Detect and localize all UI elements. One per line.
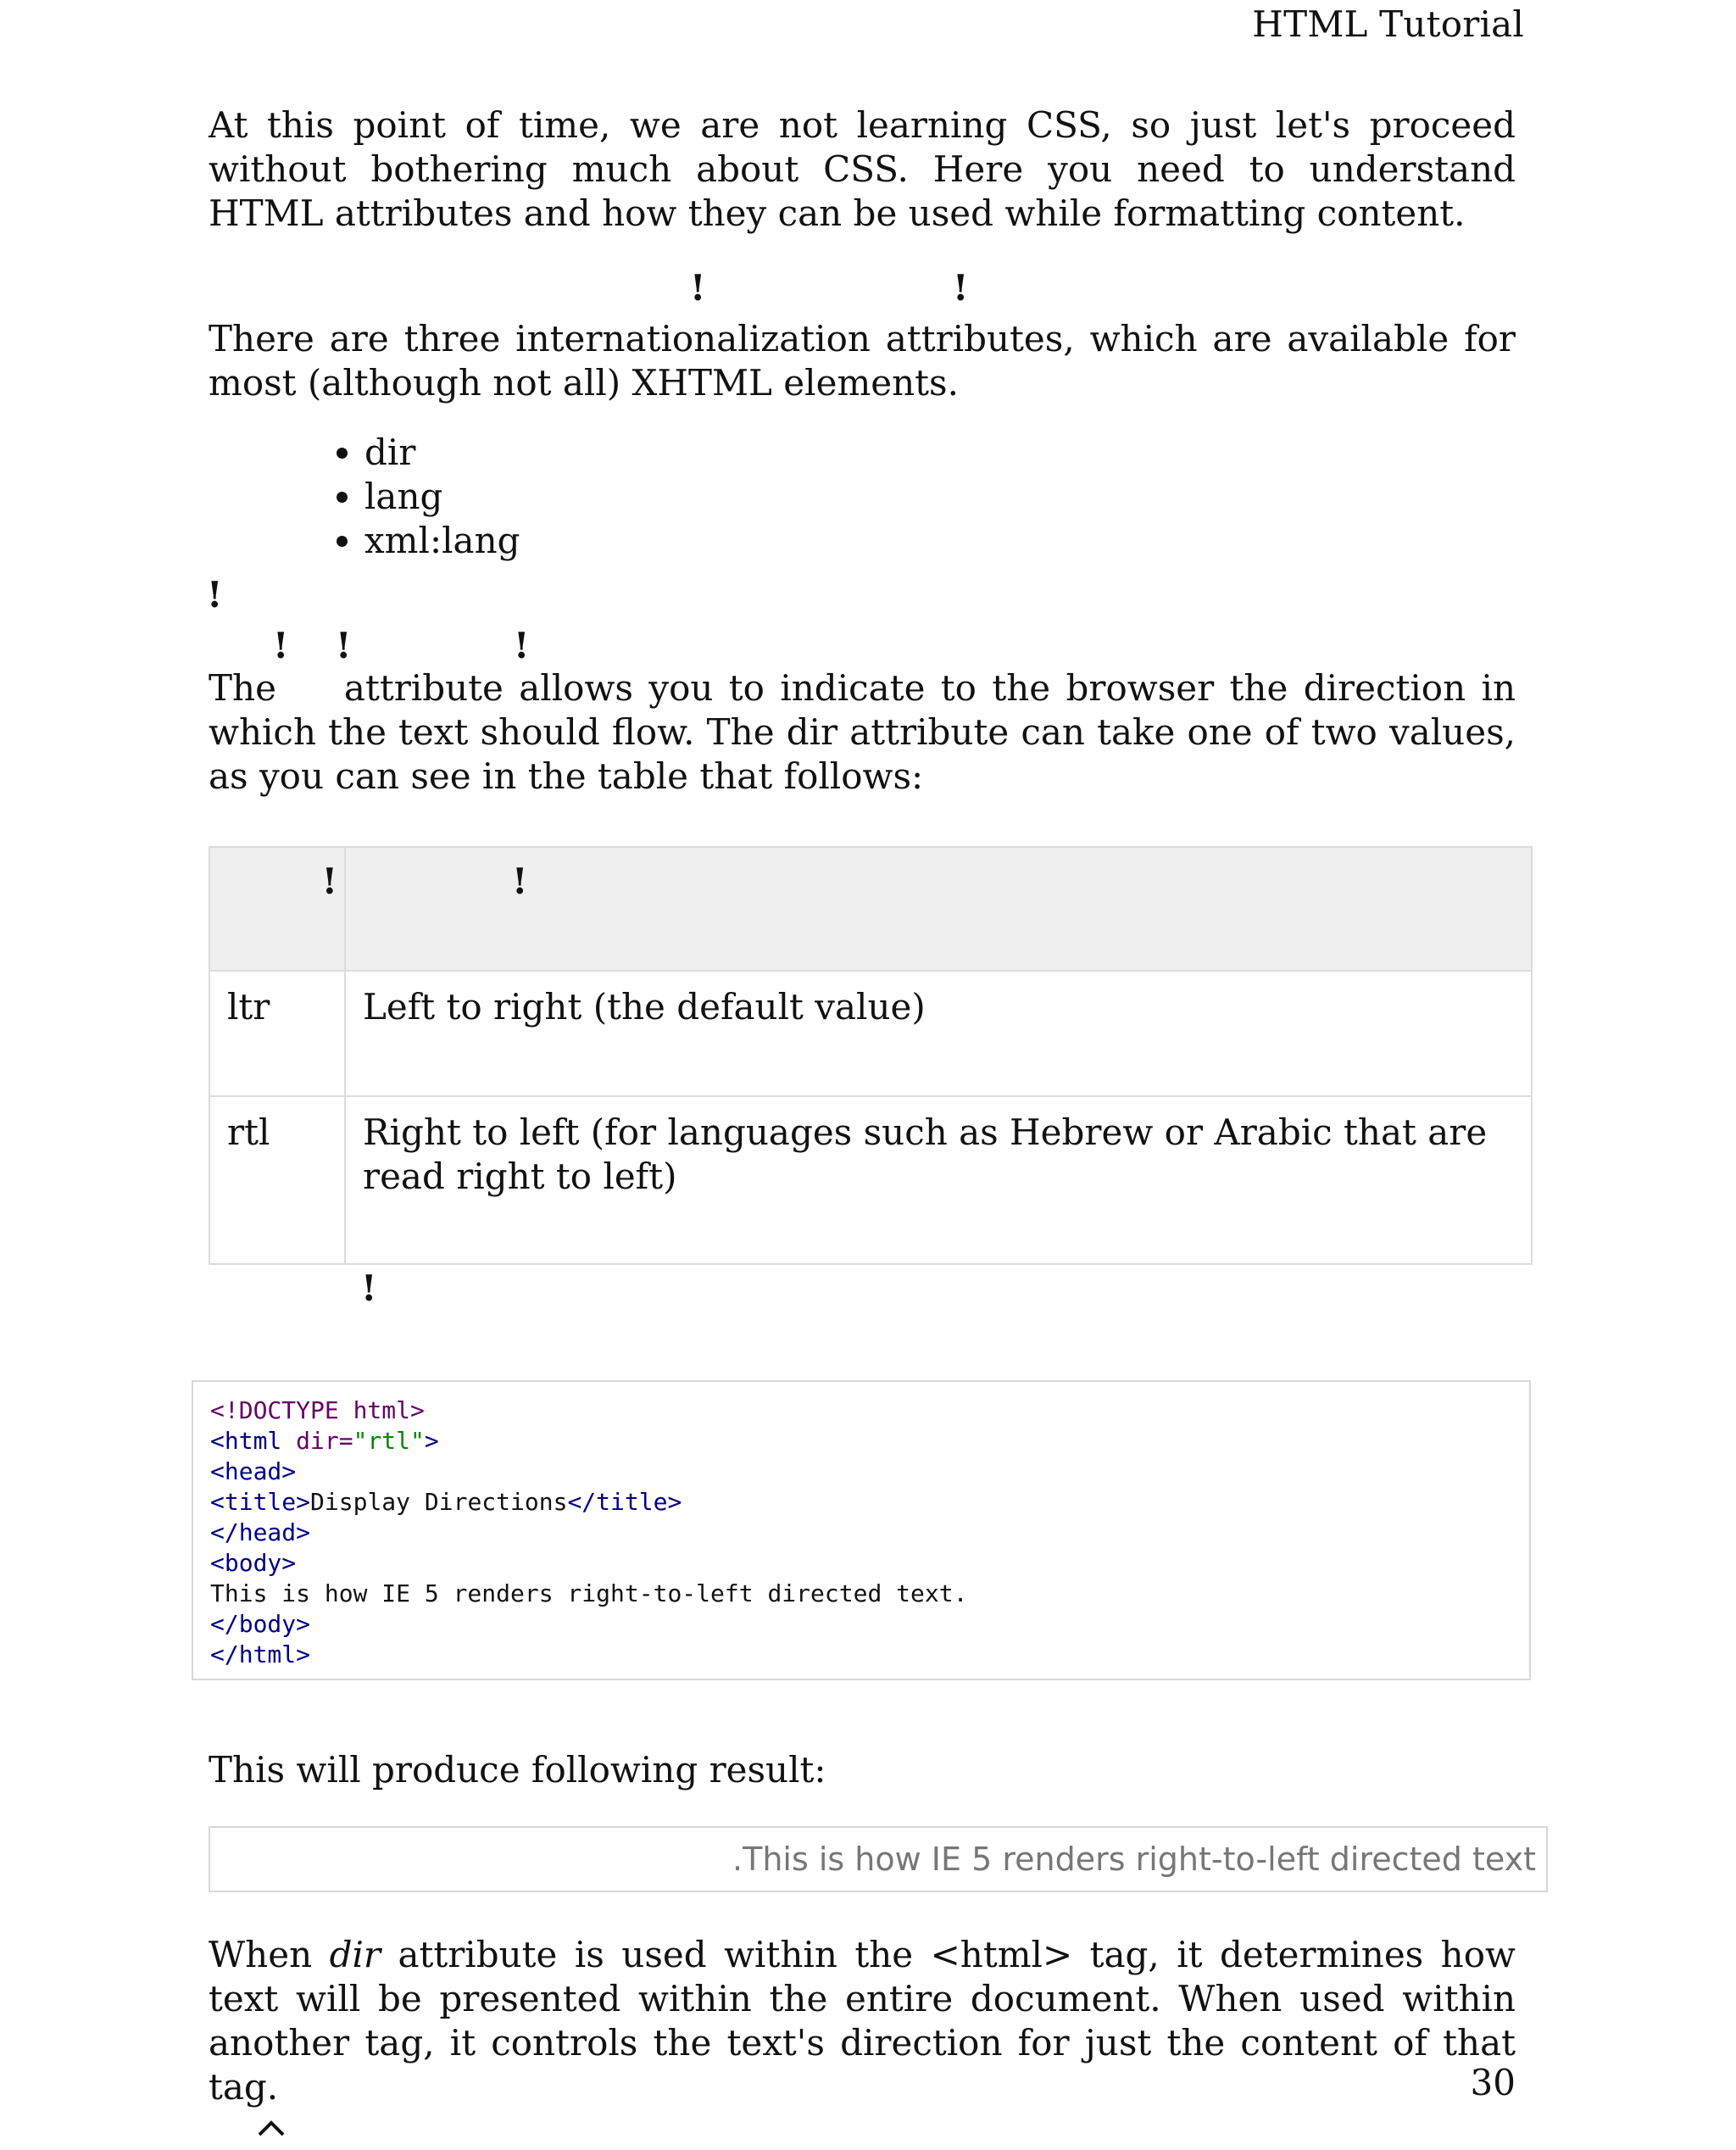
dir-paragraph-start: The — [209, 667, 276, 709]
value-cell: ltr — [209, 971, 345, 1096]
closing-italic: dir — [329, 1934, 381, 1975]
meaning-cell: Left to right (the default value) — [345, 971, 1532, 1096]
table-header-cell: ! — [345, 847, 1532, 971]
missing-glyph: ! — [953, 267, 969, 309]
meaning-cell: Right to left (for languages such as Hebrew or Arabic that are read right to left) — [345, 1096, 1532, 1264]
closing-paragraph — [209, 1933, 1516, 2109]
running-header: HTML Tutorial — [1252, 3, 1524, 45]
closing-rest: attribute is used within the <html> tag, it determines how text will be presented within the entire document. When used within another tag, it controls the text's direction for just the content of that tag. — [209, 1934, 1516, 2108]
result-output: This is how IE 5 renders right-to-left directed text. — [209, 1826, 1548, 1892]
dir-paragraph-rest: attribute allows you to indicate to the browser the direction in which the text should flow. The dir attribute can take one of two values, as you can see in the table that follows: — [209, 667, 1516, 797]
closing-start: When — [209, 1934, 313, 1975]
table-header-cell: ! — [209, 847, 345, 971]
missing-glyph: ! — [207, 574, 223, 615]
result-intro: This will produce following result: — [209, 1749, 826, 1791]
missing-glyph: ! — [361, 1267, 377, 1309]
missing-glyph: ! — [514, 625, 530, 666]
missing-glyph: ! — [336, 625, 352, 666]
attributes-list — [305, 431, 520, 563]
list-item: • xml:lang — [364, 519, 520, 563]
missing-glyph: ! — [273, 625, 289, 666]
table-header-row — [209, 847, 1532, 971]
dir-values-table — [209, 846, 1533, 1265]
code-example: <!DOCTYPE html> <html dir="rtl"> <head> <title>Display Directions</title> </head> <body> This is how IE 5 renders right-to-left directed text. </body> </html> — [192, 1380, 1531, 1680]
chevron-up-icon — [254, 2116, 288, 2150]
missing-glyph: ! — [690, 267, 706, 309]
i18n-paragraph: There are three internationalization attributes, which are available for most (although not all) XHTML elements. — [209, 318, 1516, 404]
page-number: 30 — [1470, 2062, 1516, 2103]
table-row — [209, 1096, 1532, 1264]
intro-paragraph: At this point of time, we are not learning CSS, so just let's proceed without bothering much about CSS. Here you need to understand HTML attributes and how they can be used while formatting content. — [209, 104, 1516, 234]
list-item: • dir — [364, 431, 520, 475]
value-cell: rtl — [209, 1096, 345, 1264]
table-row — [209, 971, 1532, 1096]
dir-paragraph — [209, 666, 1516, 799]
list-item: • lang — [364, 475, 520, 519]
